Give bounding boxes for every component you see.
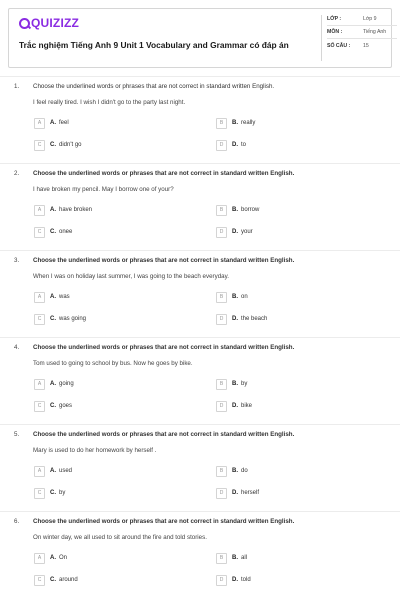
question-sentence: I have broken my pencil. May I borrow one of your? xyxy=(33,186,174,193)
choice-a[interactable] xyxy=(34,465,72,477)
question-3 xyxy=(0,250,400,337)
question-prompt: Choose the underlined words or phrases that are not correct in standard written English. xyxy=(33,344,295,351)
choice-c[interactable] xyxy=(34,487,65,499)
choice-box[interactable]: A xyxy=(34,379,45,390)
choice-d[interactable] xyxy=(216,400,252,412)
choice-letter: A. xyxy=(50,294,56,300)
choice-letter: B. xyxy=(232,120,238,126)
question-prompt: Choose the underlined words or phrases that are not correct in standard written English. xyxy=(33,83,275,90)
choice-box[interactable]: A xyxy=(34,118,45,129)
meta-row-grade xyxy=(327,13,397,26)
choice-box[interactable]: D xyxy=(216,140,227,151)
choice-text: borrow xyxy=(241,207,260,213)
worksheet-header xyxy=(8,8,392,68)
choice-letter: A. xyxy=(50,468,56,474)
choice-a[interactable] xyxy=(34,117,69,129)
quizizz-logo[interactable] xyxy=(19,16,79,30)
choice-letter: C. xyxy=(50,316,56,322)
choice-box[interactable]: B xyxy=(216,466,227,477)
choice-box[interactable]: C xyxy=(34,488,45,499)
choice-box[interactable]: C xyxy=(34,401,45,412)
meta-row-count xyxy=(327,39,397,52)
question-prompt: Choose the underlined words or phrases that are not correct in standard written English. xyxy=(33,170,295,177)
choice-text: have broken xyxy=(59,207,93,213)
choice-text: was going xyxy=(59,316,87,322)
choice-box[interactable]: A xyxy=(34,292,45,303)
choice-c[interactable] xyxy=(34,574,78,586)
choice-a[interactable] xyxy=(34,204,92,216)
choice-letter: A. xyxy=(50,120,56,126)
choice-box[interactable]: D xyxy=(216,575,227,586)
choice-text: bike xyxy=(241,403,253,409)
choice-c[interactable] xyxy=(34,313,86,325)
question-2 xyxy=(0,163,400,250)
choice-c[interactable] xyxy=(34,226,72,238)
meta-row-subject xyxy=(327,26,397,39)
choice-box[interactable]: D xyxy=(216,401,227,412)
choice-text: your xyxy=(241,229,253,235)
question-prompt: Choose the underlined words or phrases that are not correct in standard written English. xyxy=(33,257,295,264)
logo-q-icon xyxy=(19,18,30,29)
choice-text: on xyxy=(241,294,248,300)
choice-letter: A. xyxy=(50,207,56,213)
choice-box[interactable]: A xyxy=(34,466,45,477)
choice-letter: C. xyxy=(50,403,56,409)
meta-value: Lớp 9 xyxy=(363,16,377,22)
choice-a[interactable] xyxy=(34,552,67,564)
choice-letter: D. xyxy=(232,316,238,322)
meta-divider xyxy=(321,15,322,61)
meta-label: SỐ CÂU : xyxy=(327,42,351,49)
question-number: 6. xyxy=(14,518,20,525)
choice-a[interactable] xyxy=(34,378,74,390)
choice-letter: B. xyxy=(232,468,238,474)
choice-d[interactable] xyxy=(216,313,267,325)
choice-box[interactable]: B xyxy=(216,553,227,564)
choice-text: didn't go xyxy=(59,142,82,148)
choice-text: around xyxy=(59,577,78,583)
choice-box[interactable]: A xyxy=(34,553,45,564)
question-number: 4. xyxy=(14,344,20,351)
choice-letter: D. xyxy=(232,577,238,583)
choice-text: onee xyxy=(59,229,73,235)
choice-text: do xyxy=(241,468,248,474)
choice-box[interactable]: B xyxy=(216,292,227,303)
choice-box[interactable]: B xyxy=(216,205,227,216)
choice-box[interactable]: C xyxy=(34,314,45,325)
question-number: 5. xyxy=(14,431,20,438)
choice-box[interactable]: D xyxy=(216,488,227,499)
question-6 xyxy=(0,511,400,598)
choice-letter: A. xyxy=(50,555,56,561)
choice-letter: C. xyxy=(50,142,56,148)
choice-letter: C. xyxy=(50,577,56,583)
choice-box[interactable]: D xyxy=(216,314,227,325)
logo-text: QUIZIZZ xyxy=(31,16,80,30)
choice-a[interactable] xyxy=(34,291,70,303)
question-5 xyxy=(0,424,400,511)
choice-box[interactable]: A xyxy=(34,205,45,216)
choice-b[interactable] xyxy=(216,117,255,129)
question-sentence: I feel really tired. I wish I didn't go to the party last night. xyxy=(33,99,186,106)
choice-text: was xyxy=(59,294,70,300)
question-4 xyxy=(0,337,400,424)
choice-b[interactable] xyxy=(216,465,248,477)
choice-text: the beach xyxy=(241,316,268,322)
choice-c[interactable] xyxy=(34,400,72,412)
question-prompt: Choose the underlined words or phrases that are not correct in standard written English. xyxy=(33,431,295,438)
choice-text: all xyxy=(241,555,248,561)
choice-box[interactable]: D xyxy=(216,227,227,238)
choice-b[interactable] xyxy=(216,204,259,216)
choice-text: by xyxy=(59,490,66,496)
choice-letter: B. xyxy=(232,207,238,213)
choice-d[interactable] xyxy=(216,226,253,238)
choice-d[interactable] xyxy=(216,487,259,499)
meta-label: LỚP : xyxy=(327,16,342,22)
choice-text: by xyxy=(241,381,248,387)
choice-letter: B. xyxy=(232,381,238,387)
choice-b[interactable] xyxy=(216,378,247,390)
question-number: 2. xyxy=(14,170,20,177)
choice-text: herself xyxy=(241,490,260,496)
worksheet-title: Trắc nghiệm Tiếng Anh 9 Unit 1 Vocabulary and Grammar có đáp án xyxy=(19,40,289,50)
meta-value: 15 xyxy=(363,42,369,49)
question-sentence: On winter day, we all used to sit around the fire and told stories. xyxy=(33,534,207,541)
choice-letter: D. xyxy=(232,142,238,148)
question-sentence: Tom used to going to school by bus. Now he goes by bike. xyxy=(33,360,193,367)
meta-value: Tiếng Anh xyxy=(363,29,387,35)
choice-letter: C. xyxy=(50,229,56,235)
question-number: 3. xyxy=(14,257,20,264)
choice-letter: D. xyxy=(232,490,238,496)
question-number: 1. xyxy=(14,83,20,90)
question-sentence: When I was on holiday last summer, I was going to the beach everyday. xyxy=(33,273,229,280)
choice-box[interactable]: C xyxy=(34,140,45,151)
choice-b[interactable] xyxy=(216,291,248,303)
choice-letter: C. xyxy=(50,490,56,496)
choice-text: goes xyxy=(59,403,73,409)
choice-letter: B. xyxy=(232,294,238,300)
choice-text: On xyxy=(59,555,68,561)
choice-c[interactable] xyxy=(34,139,82,151)
question-1 xyxy=(0,76,400,163)
question-list xyxy=(0,76,400,598)
choice-box[interactable]: C xyxy=(34,575,45,586)
choice-letter: D. xyxy=(232,403,238,409)
choice-text: really xyxy=(241,120,256,126)
choice-letter: B. xyxy=(232,555,238,561)
choice-text: feel xyxy=(59,120,69,126)
choice-box[interactable]: B xyxy=(216,118,227,129)
worksheet-meta xyxy=(327,13,397,52)
choice-d[interactable] xyxy=(216,574,251,586)
choice-d[interactable] xyxy=(216,139,246,151)
choice-b[interactable] xyxy=(216,552,247,564)
choice-text: going xyxy=(59,381,74,387)
question-prompt: Choose the underlined words or phrases that are not correct in standard written English. xyxy=(33,518,295,525)
meta-label: MÔN : xyxy=(327,29,343,35)
question-sentence: Mary is used to do her homework by herself . xyxy=(33,447,157,454)
choice-text: told xyxy=(241,577,251,583)
choice-box[interactable]: C xyxy=(34,227,45,238)
choice-text: to xyxy=(241,142,247,148)
choice-text: used xyxy=(59,468,73,474)
choice-letter: A. xyxy=(50,381,56,387)
choice-letter: D. xyxy=(232,229,238,235)
choice-box[interactable]: B xyxy=(216,379,227,390)
